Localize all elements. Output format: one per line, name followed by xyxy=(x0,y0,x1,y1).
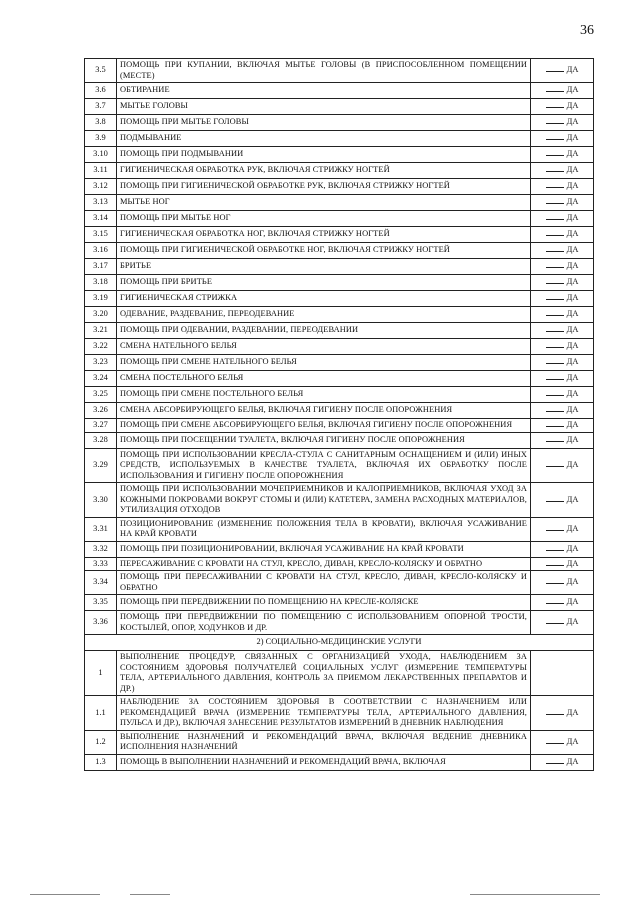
table-row xyxy=(85,595,594,611)
answer-cell xyxy=(531,371,594,387)
table-row xyxy=(85,83,594,99)
answer-blank-field[interactable] xyxy=(546,123,564,124)
answer-blank-field[interactable] xyxy=(546,411,564,412)
answer-blank-field[interactable] xyxy=(546,251,564,252)
answer-cell xyxy=(531,595,594,611)
answer-yes-label: ДА xyxy=(566,245,579,255)
answer-yes-label: ДА xyxy=(566,558,579,568)
row-number: 3.30 xyxy=(85,483,117,518)
answer-cell xyxy=(531,307,594,323)
table-row xyxy=(85,131,594,147)
table-row xyxy=(85,227,594,243)
answer-blank-field[interactable] xyxy=(546,331,564,332)
answer-blank-field[interactable] xyxy=(546,426,564,427)
service-description: ПОМОЩЬ ПРИ КУПАНИИ, ВКЛЮЧАЯ МЫТЬЕ ГОЛОВЫ (В ПРИСПОСОБЛЕННОМ ПОМЕЩЕНИИ (МЕСТЕ) xyxy=(117,59,531,83)
service-description: СМЕНА ПОСТЕЛЬНОГО БЕЛЬЯ xyxy=(117,371,531,387)
row-number: 1 xyxy=(85,651,117,696)
answer-blank-field[interactable] xyxy=(546,283,564,284)
answer-cell xyxy=(531,611,594,635)
answer-cell xyxy=(531,432,594,448)
answer-cell xyxy=(531,115,594,131)
answer-blank-field[interactable] xyxy=(546,565,564,566)
answer-blank-field[interactable] xyxy=(546,315,564,316)
row-number: 3.12 xyxy=(85,179,117,195)
answer-cell xyxy=(531,403,594,419)
answer-yes-label: ДА xyxy=(566,229,579,239)
row-number: 3.26 xyxy=(85,403,117,419)
answer-yes-label: ДА xyxy=(566,420,579,429)
answer-cell xyxy=(531,557,594,571)
row-number: 3.22 xyxy=(85,339,117,355)
service-description: ПОМОЩЬ ПРИ БРИТЬЕ xyxy=(117,275,531,291)
table-row xyxy=(85,557,594,571)
footer-line-left xyxy=(30,894,100,895)
table-row xyxy=(85,147,594,163)
service-description: ПОМОЩЬ ПРИ СМЕНЕ АБСОРБИРУЮЩЕГО БЕЛЬЯ, ВКЛЮЧАЯ ГИГИЕНУ ПОСЛЕ ОПОРОЖНЕНИЯ xyxy=(117,419,531,433)
row-number: 3.34 xyxy=(85,571,117,595)
answer-yes-label: ДА xyxy=(566,65,579,75)
row-number: 3.10 xyxy=(85,147,117,163)
table-row xyxy=(85,355,594,371)
row-number: 3.27 xyxy=(85,419,117,433)
row-number: 3.21 xyxy=(85,323,117,339)
answer-cell xyxy=(531,179,594,195)
answer-cell xyxy=(531,651,594,696)
answer-blank-field[interactable] xyxy=(546,347,564,348)
answer-cell xyxy=(531,259,594,275)
answer-yes-label: ДА xyxy=(566,460,579,469)
answer-cell xyxy=(531,419,594,433)
answer-yes-label: ДА xyxy=(566,213,579,223)
answer-yes-label: ДА xyxy=(566,117,579,127)
answer-yes-label: ДА xyxy=(566,523,579,533)
table-row xyxy=(85,403,594,419)
answer-yes-label: ДА xyxy=(566,434,579,444)
service-description: ПОМОЩЬ ПРИ ИСПОЛЬЗОВАНИИ МОЧЕПРИЕМНИКОВ И КАЛОПРИЕМНИКОВ, ВКЛЮЧАЯ УХОД ЗА КОЖНЫМИ ПОКРОВАМИ ВОКРУГ СТОМЫ И (ИЛИ) КАТЕТЕРА, ЗАМЕНА РАСХОДНЫХ МАТЕРИАЛОВ, УТИЛИЗАЦИЯ ОТХОДОВ xyxy=(117,483,531,518)
answer-yes-label: ДА xyxy=(566,405,579,415)
service-description: СМЕНА НАТЕЛЬНОГО БЕЛЬЯ xyxy=(117,339,531,355)
row-number: 3.16 xyxy=(85,243,117,259)
answer-yes-label: ДА xyxy=(566,261,579,271)
row-number: 1.2 xyxy=(85,730,117,754)
table-row xyxy=(85,115,594,131)
answer-blank-field[interactable] xyxy=(546,203,564,204)
table-row xyxy=(85,651,594,696)
answer-yes-label: ДА xyxy=(566,277,579,287)
answer-cell xyxy=(531,696,594,731)
answer-cell xyxy=(531,147,594,163)
table-row xyxy=(85,387,594,403)
service-description: ОБТИРАНИЕ xyxy=(117,83,531,99)
answer-blank-field[interactable] xyxy=(546,219,564,220)
answer-blank-field[interactable] xyxy=(546,763,564,764)
answer-blank-field[interactable] xyxy=(546,623,564,624)
table-row xyxy=(85,541,594,557)
answer-yes-label: ДА xyxy=(566,133,579,143)
service-description: НАБЛЮДЕНИЕ ЗА СОСТОЯНИЕМ ЗДОРОВЬЯ В СООТВЕТСТВИИ С НАЗНАЧЕНИЕМ ИЛИ РЕКОМЕНДАЦИЕЙ ВРАЧА (ИЗМЕРЕНИЕ ТЕМПЕРАТУРЫ ТЕЛА, АРТЕРИАЛЬНОГО ДАВЛЕНИЯ, ПУЛЬСА И ДР.), ВКЛЮЧАЯ ЗАНЕСЕНИЕ РЕЗУЛЬТАТОВ ИЗМЕРЕНИЙ В ДНЕВНИК НАБЛЮДЕНИЯ xyxy=(117,696,531,731)
row-number: 3.17 xyxy=(85,259,117,275)
service-description: МЫТЬЕ ГОЛОВЫ xyxy=(117,99,531,115)
row-number: 3.14 xyxy=(85,211,117,227)
service-description: БРИТЬЕ xyxy=(117,259,531,275)
answer-yes-label: ДА xyxy=(566,617,579,627)
answer-blank-field[interactable] xyxy=(546,550,564,551)
answer-cell xyxy=(531,59,594,83)
table-row xyxy=(85,243,594,259)
section-header-row xyxy=(85,635,594,651)
answer-blank-field[interactable] xyxy=(546,379,564,380)
answer-yes-label: ДА xyxy=(566,736,579,746)
service-description: ПОМОЩЬ В ВЫПОЛНЕНИИ НАЗНАЧЕНИЙ И РЕКОМЕНДАЦИЙ ВРАЧА, ВКЛЮЧАЯ xyxy=(117,754,531,770)
row-number: 3.11 xyxy=(85,163,117,179)
row-number: 3.33 xyxy=(85,557,117,571)
answer-cell xyxy=(531,355,594,371)
answer-yes-label: ДА xyxy=(566,707,579,717)
answer-yes-label: ДА xyxy=(566,756,579,766)
answer-cell xyxy=(531,448,594,483)
answer-blank-field[interactable] xyxy=(546,714,564,715)
service-description: ПОМОЩЬ ПРИ ПОЗИЦИОНИРОВАНИИ, ВКЛЮЧАЯ УСАЖИВАНИЕ НА КРАЙ КРОВАТИ xyxy=(117,541,531,557)
table-row xyxy=(85,291,594,307)
table-row xyxy=(85,323,594,339)
table-row xyxy=(85,754,594,770)
service-description: ВЫПОЛНЕНИЕ НАЗНАЧЕНИЙ И РЕКОМЕНДАЦИЙ ВРАЧА, ВКЛЮЧАЯ ВЕДЕНИЕ ДНЕВНИКА ИСПОЛНЕНИЯ НАЗНАЧЕНИЙ xyxy=(117,730,531,754)
answer-yes-label: ДА xyxy=(566,357,579,367)
row-number: 3.20 xyxy=(85,307,117,323)
row-number: 3.8 xyxy=(85,115,117,131)
answer-yes-label: ДА xyxy=(566,197,579,207)
answer-blank-field[interactable] xyxy=(546,530,564,531)
answer-yes-label: ДА xyxy=(566,309,579,319)
row-number: 3.35 xyxy=(85,595,117,611)
answer-blank-field[interactable] xyxy=(546,395,564,396)
table-row xyxy=(85,483,594,518)
answer-cell xyxy=(531,339,594,355)
row-number: 3.18 xyxy=(85,275,117,291)
service-description: ПОМОЩЬ ПРИ ИСПОЛЬЗОВАНИИ КРЕСЛА-СТУЛА С САНИТАРНЫМ ОСНАЩЕНИЕМ И (ИЛИ) ИНЫХ СРЕДСТВ, ИСПОЛЬЗУЕМЫХ В КАЧЕСТВЕ ТУАЛЕТА, ВКЛЮЧАЯ ИХ ОБРАБОТКУ ПОСЛЕ ИСПОЛЬЗОВАНИЯ И ГИГИЕНУ ПОСЛЕ ОПОРОЖНЕНИЯ xyxy=(117,448,531,483)
row-number: 3.9 xyxy=(85,131,117,147)
service-description: ПОМОЩЬ ПРИ ПЕРЕДВИЖЕНИИ ПО ПОМЕЩЕНИЮ С ИСПОЛЬЗОВАНИЕМ ОПОРНОЙ ТРОСТИ, КОСТЫЛЕЙ, ОПОР, ХОДУНКОВ И ДР. xyxy=(117,611,531,635)
answer-yes-label: ДА xyxy=(566,165,579,175)
answer-cell xyxy=(531,541,594,557)
service-description: ВЫПОЛНЕНИЕ ПРОЦЕДУР, СВЯЗАННЫХ С ОРГАНИЗАЦИЕЙ УХОДА, НАБЛЮДЕНИЕМ ЗА СОСТОЯНИЕМ ЗДОРОВЬЯ ПОЛУЧАТЕЛЕЙ СОЦИАЛЬНЫХ УСЛУГ (ИЗМЕРЕНИЕ ТЕМПЕРАТУРЫ ТЕЛА, АРТЕРИАЛЬНОГО ДАВЛЕНИЯ, КОНТРОЛЬ ЗА ПРИЕМОМ ЛЕКАРСТВЕННЫХ ПРЕПАРАТОВ И ДР.) xyxy=(117,651,531,696)
footer-line-middle xyxy=(130,894,170,895)
service-description: ПОМОЩЬ ПРИ ПОДМЫВАНИИ xyxy=(117,147,531,163)
row-number: 3.6 xyxy=(85,83,117,99)
section-title: 2) СОЦИАЛЬНО-МЕДИЦИНСКИЕ УСЛУГИ xyxy=(85,635,594,651)
table-row xyxy=(85,211,594,227)
service-description: ГИГИЕНИЧЕСКАЯ ОБРАБОТКА РУК, ВКЛЮЧАЯ СТРИЖКУ НОГТЕЙ xyxy=(117,163,531,179)
answer-cell xyxy=(531,211,594,227)
answer-blank-field[interactable] xyxy=(546,501,564,502)
row-number: 3.19 xyxy=(85,291,117,307)
answer-cell xyxy=(531,754,594,770)
row-number: 3.24 xyxy=(85,371,117,387)
answer-yes-label: ДА xyxy=(566,341,579,351)
answer-blank-field[interactable] xyxy=(546,603,564,604)
answer-yes-label: ДА xyxy=(566,101,579,111)
row-number: 3.7 xyxy=(85,99,117,115)
answer-cell xyxy=(531,483,594,518)
table-row xyxy=(85,307,594,323)
answer-cell xyxy=(531,243,594,259)
service-description: ГИГИЕНИЧЕСКАЯ ОБРАБОТКА НОГ, ВКЛЮЧАЯ СТРИЖКУ НОГТЕЙ xyxy=(117,227,531,243)
table-row xyxy=(85,448,594,483)
answer-yes-label: ДА xyxy=(566,325,579,335)
answer-cell xyxy=(531,99,594,115)
services-table-body xyxy=(85,59,594,771)
service-description: ПОДМЫВАНИЕ xyxy=(117,131,531,147)
answer-blank-field[interactable] xyxy=(546,71,564,72)
answer-blank-field[interactable] xyxy=(546,91,564,92)
table-row xyxy=(85,259,594,275)
answer-yes-label: ДА xyxy=(566,494,579,504)
service-description: СМЕНА АБСОРБИРУЮЩЕГО БЕЛЬЯ, ВКЛЮЧАЯ ГИГИЕНУ ПОСЛЕ ОПОРОЖНЕНИЯ xyxy=(117,403,531,419)
answer-blank-field[interactable] xyxy=(546,441,564,442)
row-number: 3.5 xyxy=(85,59,117,83)
answer-blank-field[interactable] xyxy=(546,743,564,744)
row-number: 3.31 xyxy=(85,517,117,541)
answer-cell xyxy=(531,131,594,147)
service-description: ГИГИЕНИЧЕСКАЯ СТРИЖКА xyxy=(117,291,531,307)
table-row xyxy=(85,571,594,595)
answer-yes-label: ДА xyxy=(566,597,579,607)
service-description: ПОМОЩЬ ПРИ ПЕРЕСАЖИВАНИИ С КРОВАТИ НА СТУЛ, КРЕСЛО, ДИВАН, КРЕСЛО-КОЛЯСКУ И ОБРАТНО xyxy=(117,571,531,595)
row-number: 3.13 xyxy=(85,195,117,211)
row-number: 3.28 xyxy=(85,432,117,448)
service-description: ПОМОЩЬ ПРИ ПОСЕЩЕНИИ ТУАЛЕТА, ВКЛЮЧАЯ ГИГИЕНУ ПОСЛЕ ОПОРОЖНЕНИЯ xyxy=(117,432,531,448)
answer-yes-label: ДА xyxy=(566,543,579,553)
answer-yes-label: ДА xyxy=(566,181,579,191)
table-row xyxy=(85,163,594,179)
service-description: ПЕРЕСАЖИВАНИЕ С КРОВАТИ НА СТУЛ, КРЕСЛО, ДИВАН, КРЕСЛО-КОЛЯСКУ И ОБРАТНО xyxy=(117,557,531,571)
service-description: ПОЗИЦИОНИРОВАНИЕ (ИЗМЕНЕНИЕ ПОЛОЖЕНИЯ ТЕЛА В КРОВАТИ), ВКЛЮЧАЯ УСАЖИВАНИЕ НА КРАЙ КРОВАТИ xyxy=(117,517,531,541)
answer-yes-label: ДА xyxy=(566,577,579,587)
answer-blank-field[interactable] xyxy=(546,267,564,268)
page-number: 36 xyxy=(580,23,594,38)
footer-line-right xyxy=(470,894,600,895)
answer-yes-label: ДА xyxy=(566,373,579,383)
answer-yes-label: ДА xyxy=(566,149,579,159)
answer-cell xyxy=(531,83,594,99)
answer-cell xyxy=(531,323,594,339)
services-table xyxy=(84,58,594,771)
answer-blank-field[interactable] xyxy=(546,583,564,584)
table-row xyxy=(85,339,594,355)
table-row xyxy=(85,99,594,115)
row-number: 3.36 xyxy=(85,611,117,635)
row-number: 3.32 xyxy=(85,541,117,557)
table-row xyxy=(85,432,594,448)
service-description: ПОМОЩЬ ПРИ СМЕНЕ ПОСТЕЛЬНОГО БЕЛЬЯ xyxy=(117,387,531,403)
service-description: ПОМОЩЬ ПРИ СМЕНЕ НАТЕЛЬНОГО БЕЛЬЯ xyxy=(117,355,531,371)
answer-cell xyxy=(531,571,594,595)
answer-blank-field[interactable] xyxy=(546,155,564,156)
answer-cell xyxy=(531,730,594,754)
answer-blank-field[interactable] xyxy=(546,235,564,236)
service-description: ПОМОЩЬ ПРИ МЫТЬЕ НОГ xyxy=(117,211,531,227)
service-description: ОДЕВАНИЕ, РАЗДЕВАНИЕ, ПЕРЕОДЕВАНИЕ xyxy=(117,307,531,323)
service-description: ПОМОЩЬ ПРИ ГИГИЕНИЧЕСКОЙ ОБРАБОТКЕ РУК, ВКЛЮЧАЯ СТРИЖКУ НОГТЕЙ xyxy=(117,179,531,195)
service-description: ПОМОЩЬ ПРИ ПЕРЕДВИЖЕНИИ ПО ПОМЕЩЕНИЮ НА КРЕСЛЕ-КОЛЯСКЕ xyxy=(117,595,531,611)
row-number: 3.15 xyxy=(85,227,117,243)
table-row xyxy=(85,419,594,433)
table-row xyxy=(85,195,594,211)
answer-blank-field[interactable] xyxy=(546,299,564,300)
answer-blank-field[interactable] xyxy=(546,107,564,108)
answer-cell xyxy=(531,227,594,243)
answer-yes-label: ДА xyxy=(566,85,579,95)
row-number: 3.29 xyxy=(85,448,117,483)
table-row xyxy=(85,179,594,195)
service-description: МЫТЬЕ НОГ xyxy=(117,195,531,211)
service-description: ПОМОЩЬ ПРИ МЫТЬЕ ГОЛОВЫ xyxy=(117,115,531,131)
answer-blank-field[interactable] xyxy=(546,171,564,172)
row-number: 1.1 xyxy=(85,696,117,731)
answer-cell xyxy=(531,291,594,307)
table-row xyxy=(85,517,594,541)
answer-yes-label: ДА xyxy=(566,389,579,399)
row-number: 1.3 xyxy=(85,754,117,770)
table-row xyxy=(85,696,594,731)
answer-blank-field[interactable] xyxy=(546,139,564,140)
row-number: 3.23 xyxy=(85,355,117,371)
table-row xyxy=(85,275,594,291)
answer-cell xyxy=(531,163,594,179)
table-row xyxy=(85,59,594,83)
answer-blank-field[interactable] xyxy=(546,363,564,364)
answer-cell xyxy=(531,517,594,541)
answer-cell xyxy=(531,387,594,403)
table-row xyxy=(85,611,594,635)
answer-cell xyxy=(531,275,594,291)
answer-blank-field[interactable] xyxy=(546,466,564,467)
answer-cell xyxy=(531,195,594,211)
answer-blank-field[interactable] xyxy=(546,187,564,188)
service-description: ПОМОЩЬ ПРИ ГИГИЕНИЧЕСКОЙ ОБРАБОТКЕ НОГ, ВКЛЮЧАЯ СТРИЖКУ НОГТЕЙ xyxy=(117,243,531,259)
answer-yes-label: ДА xyxy=(566,293,579,303)
table-row xyxy=(85,730,594,754)
service-description: ПОМОЩЬ ПРИ ОДЕВАНИИ, РАЗДЕВАНИИ, ПЕРЕОДЕВАНИИ xyxy=(117,323,531,339)
row-number: 3.25 xyxy=(85,387,117,403)
table-row xyxy=(85,371,594,387)
